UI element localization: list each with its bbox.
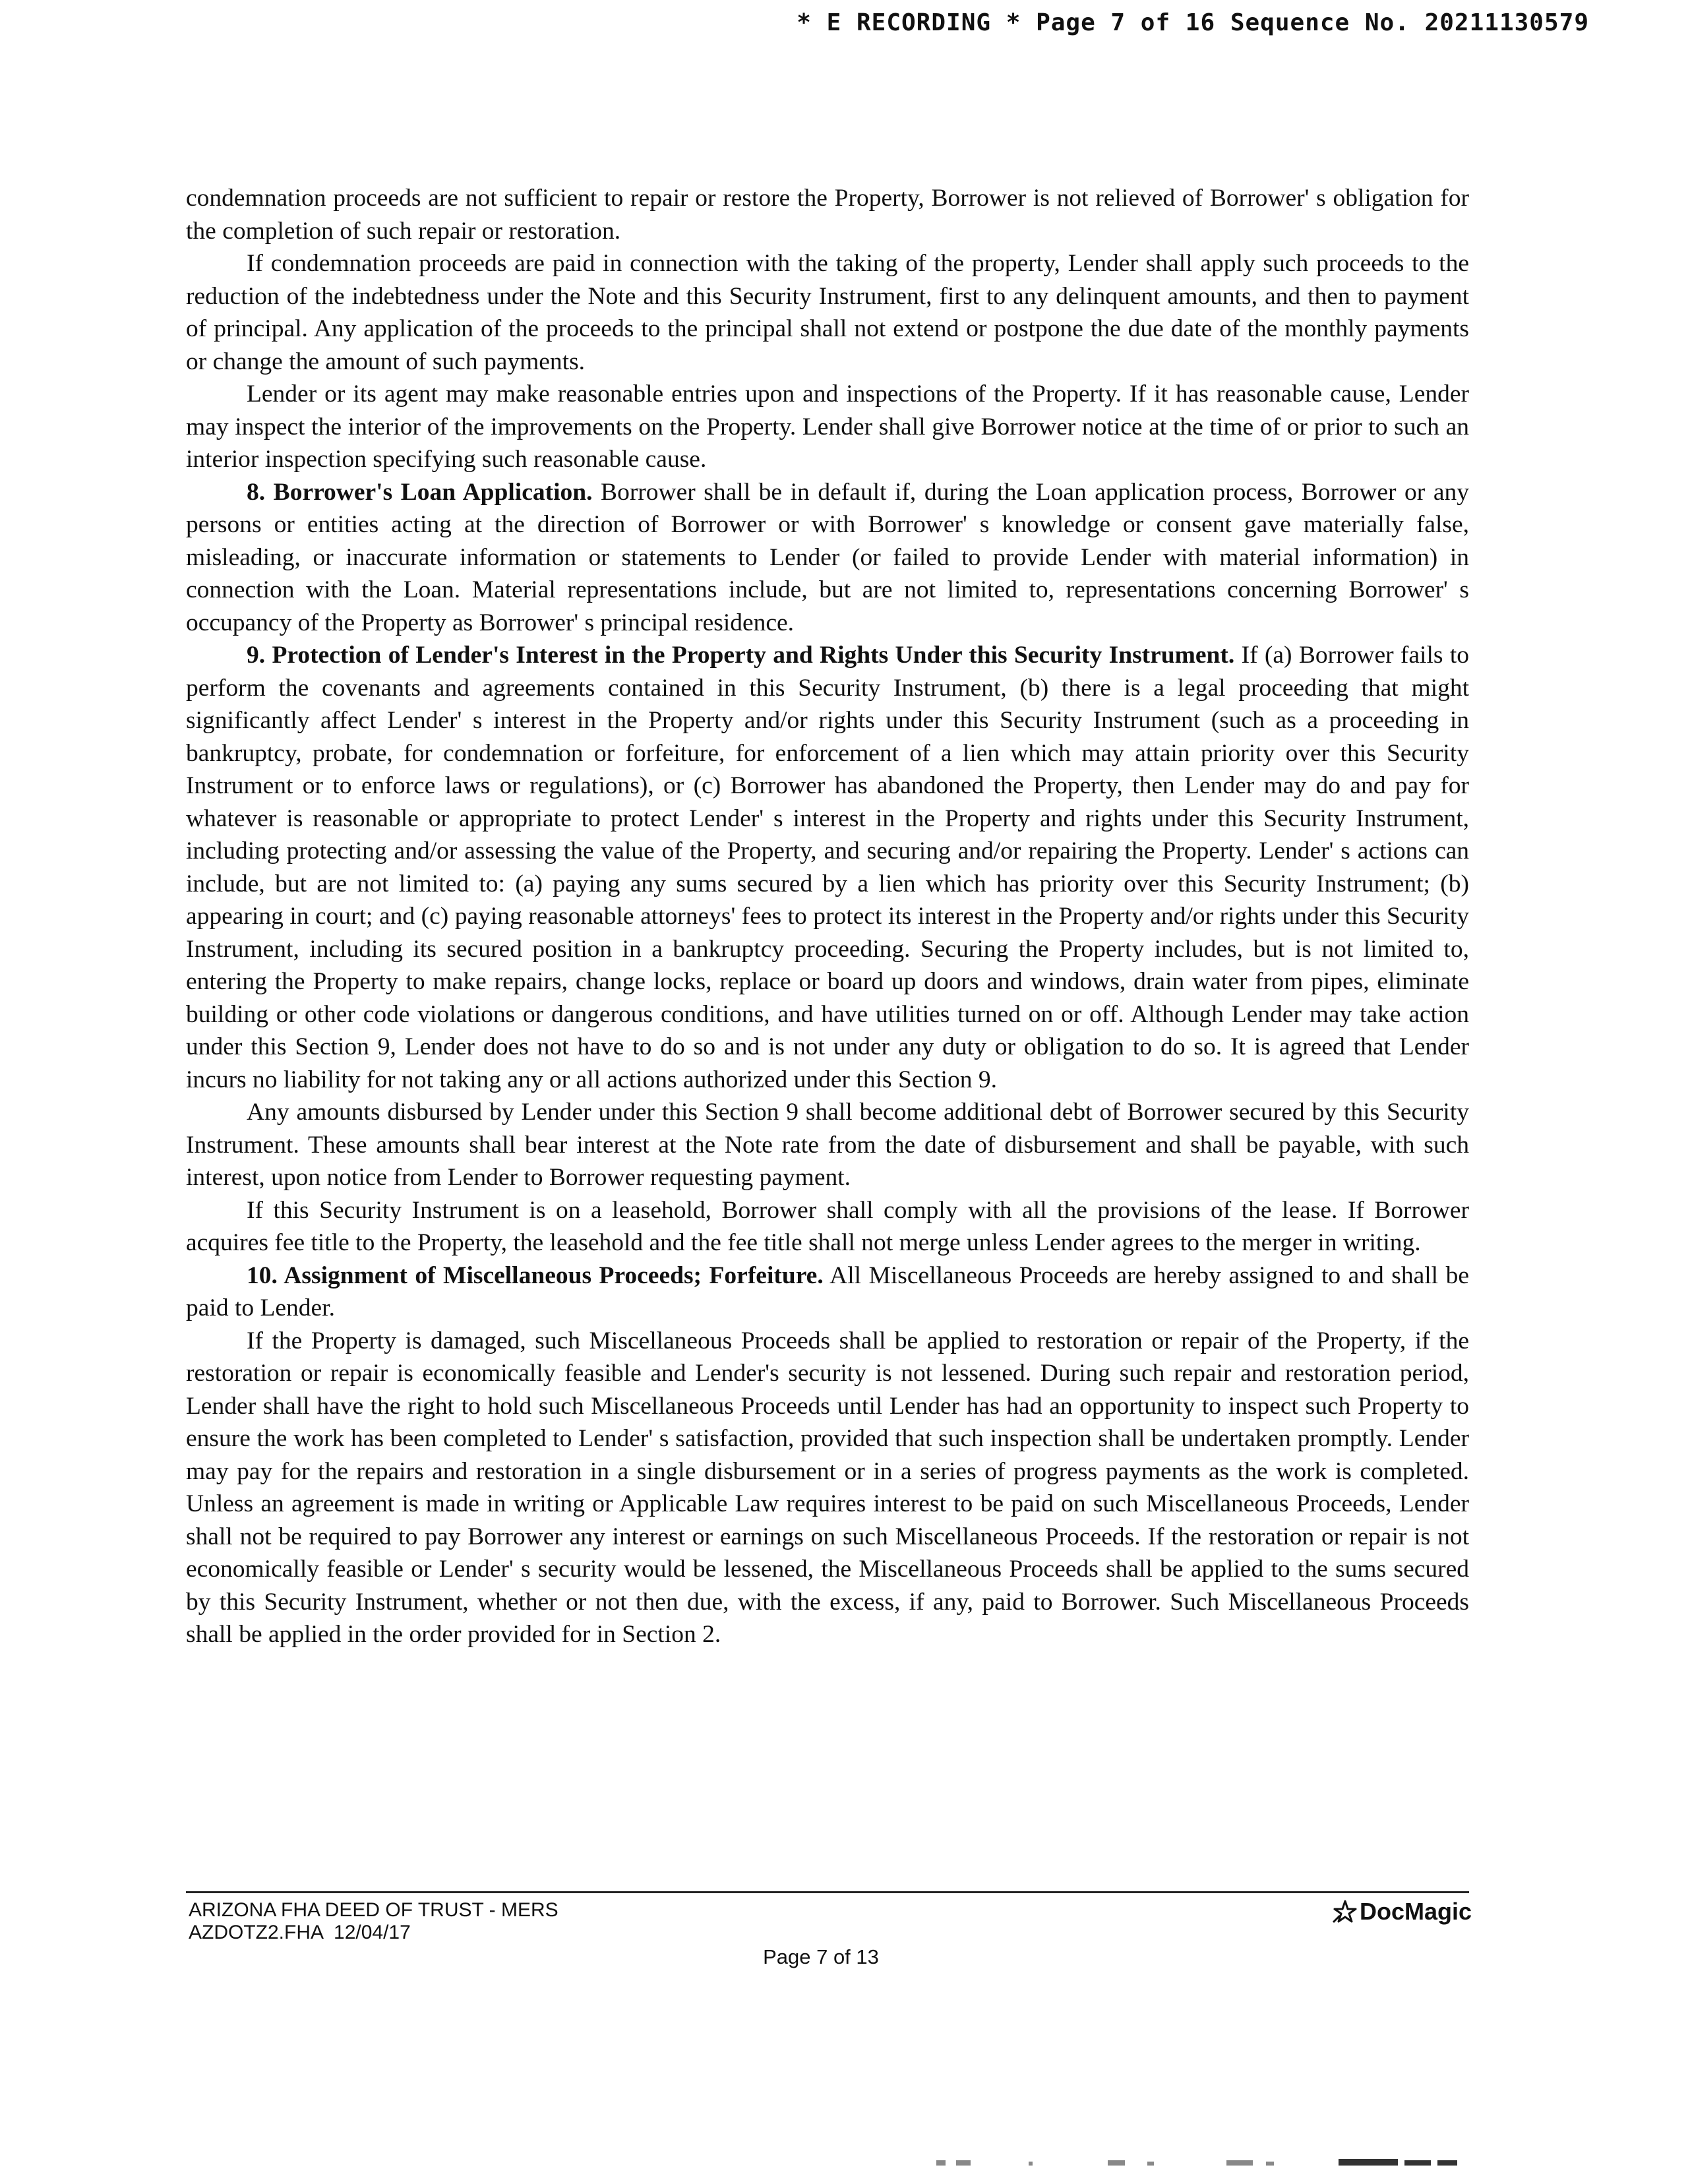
footer-form-info xyxy=(189,1899,558,1944)
section-8-heading: 8. Borrower's Loan Application. xyxy=(247,478,593,506)
paragraph-text: condemnation proceeds are not sufficient to repair or restore the Property, Borrower is not relieved of Borrower' s obligation for the completion of such repair or restoration. xyxy=(186,185,1469,245)
form-title: ARIZONA FHA DEED OF TRUST - MERS xyxy=(189,1899,558,1921)
paragraph xyxy=(186,1325,1469,1651)
paragraph xyxy=(186,378,1469,476)
section-10-heading: 10. Assignment of Miscellaneous Proceeds; Forfeiture. xyxy=(247,1261,824,1289)
paragraph-text: If the Property is damaged, such Miscellaneous Proceeds shall be applied to restoration or repair of the Property, if the restoration or repair is economically feasible and Lender's security is not lessened. During such repair and restoration period, Lender shall have the right to hold such Miscellaneous Proceeds until Lender has had an opportunity to inspect such Property to ensure the work has been completed to Lender' s satisfaction, provided that such inspection shall be undertaken promptly. Lender may pay for the repairs and restoration in a single disbursement or in a series of progress payments as the work is completed. Unless an agreement is made in writing or Applicable Law requires interest to be paid on such Miscellaneous Proceeds, Lender shall not be required to pay Borrower any interest or earnings on such Miscellaneous Proceeds. If the restoration or repair is not economically feasible or Lender' s security would be lessened, the Miscellaneous Proceeds shall be applied to the sums secured by this Security Instrument, whether or not then due, with the excess, if any, paid to Borrower. Such Miscellaneous Proceeds shall be applied in the order provided for in Section 2. xyxy=(186,1327,1469,1648)
section-8-paragraph xyxy=(186,476,1469,640)
section-9-paragraph xyxy=(186,639,1469,1096)
form-code: AZDOTZ2.FHA 12/04/17 xyxy=(189,1922,411,1943)
star-icon xyxy=(1331,1898,1357,1925)
paragraph xyxy=(186,182,1469,247)
scan-artifact-marks xyxy=(831,2156,1503,2169)
document-body xyxy=(186,182,1469,1651)
paragraph-text: All Miscellaneous Proceeds are hereby assigned to and shall be paid to Lender. xyxy=(186,1261,1469,1321)
page-number: Page 7 of 13 xyxy=(763,1945,879,1968)
paragraph-text: Any amounts disbursed by Lender under this Section 9 shall become additional debt of Borrower secured by this Security Instrument. These amounts shall bear interest at the Note rate from the date of disbursement and shall be payable, with such interest, upon notice from Lender to Borrower requesting payment. xyxy=(186,1099,1469,1191)
paragraph xyxy=(186,1194,1469,1259)
paragraph xyxy=(186,247,1469,378)
brand-name: DocMagic xyxy=(1359,1898,1472,1925)
footer-divider xyxy=(186,1891,1469,1893)
paragraph-text: If this Security Instrument is on a leasehold, Borrower shall comply with all the provisions of the lease. If Borrower acquires fee title to the Property, the leasehold and the fee title shall not merge unless Lender agrees to the merger in writing. xyxy=(186,1196,1469,1256)
paragraph xyxy=(186,1096,1469,1194)
section-10-paragraph xyxy=(186,1259,1469,1325)
paragraph-text: If (a) Borrower fails to perform the covenants and agreements contained in this Security Instrument, (b) there is a legal proceeding that might significantly affect Lender' s interest in the Property and/or rights under this Security Instrument (such as a proceeding in bankruptcy, probate, for condemnation or forfeiture, for enforcement of a lien which may attain priority over this Security Instrument or to enforce laws or regulations), or (c) Borrower has abandoned the Property, then Lender may do and pay for whatever is reasonable or appropriate to protect Lender' s interest in the Property and rights under this Security Instrument, including protecting and/or assessing the value of the Property, and securing and/or repairing the Property. Lender' s actions can include, but are not limited to: (a) paying any sums secured by a lien which has priority over this Security Instrument; (b) appearing in court; and (c) paying reasonable attorneys' fees to protect its interest in the Property and/or rights under this Security Instrument, including its secured position in a bankruptcy proceeding. Securing the Property includes, but is not limited to, entering the Property to make repairs, change locks, replace or board up doors and windows, drain water from pipes, eliminate building or other code violations or dangerous conditions, and have utilities turned on or off. Although Lender may take action under this Section 9, Lender does not have to do so and is not under any duty or obligation to do so. It is agreed that Lender incurs no liability for not taking any or all actions authorized under this Section 9. xyxy=(186,642,1469,1093)
recording-banner: * E RECORDING * Page 7 of 16 Sequence No. 20211130579 xyxy=(797,9,1589,36)
docmagic-logo xyxy=(1331,1898,1472,1926)
paragraph-text: Borrower shall be in default if, during the Loan application process, Borrower or any persons or entities acting at the direction of Borrower or with Borrower' s knowledge or consent gave materially false, misleading, or inaccurate information or statements to Lender (or failed to provide Lender with material information) in connection with the Loan. Material representations include, but are not limited to, representations concerning Borrower' s occupancy of the Property as Borrower' s principal residence. xyxy=(186,478,1469,636)
section-9-heading: 9. Protection of Lender's Interest in the Property and Rights Under this Security Instrument. xyxy=(247,642,1235,669)
paragraph-text: Lender or its agent may make reasonable entries upon and inspections of the Property. If it has reasonable cause, Lender may inspect the interior of the improvements on the Property. Lender shall give Borrower notice at the time of or prior to such an interior inspection specifying such reasonable cause. xyxy=(186,380,1469,473)
paragraph-text: If condemnation proceeds are paid in connection with the taking of the property, Lender shall apply such proceeds to the reduction of the indebtedness under the Note and this Security Instrument, first to any delinquent amounts, and then to payment of principal. Any application of the proceeds to the principal shall not extend or postpone the due date of the monthly payments or change the amount of such payments. xyxy=(186,250,1469,375)
